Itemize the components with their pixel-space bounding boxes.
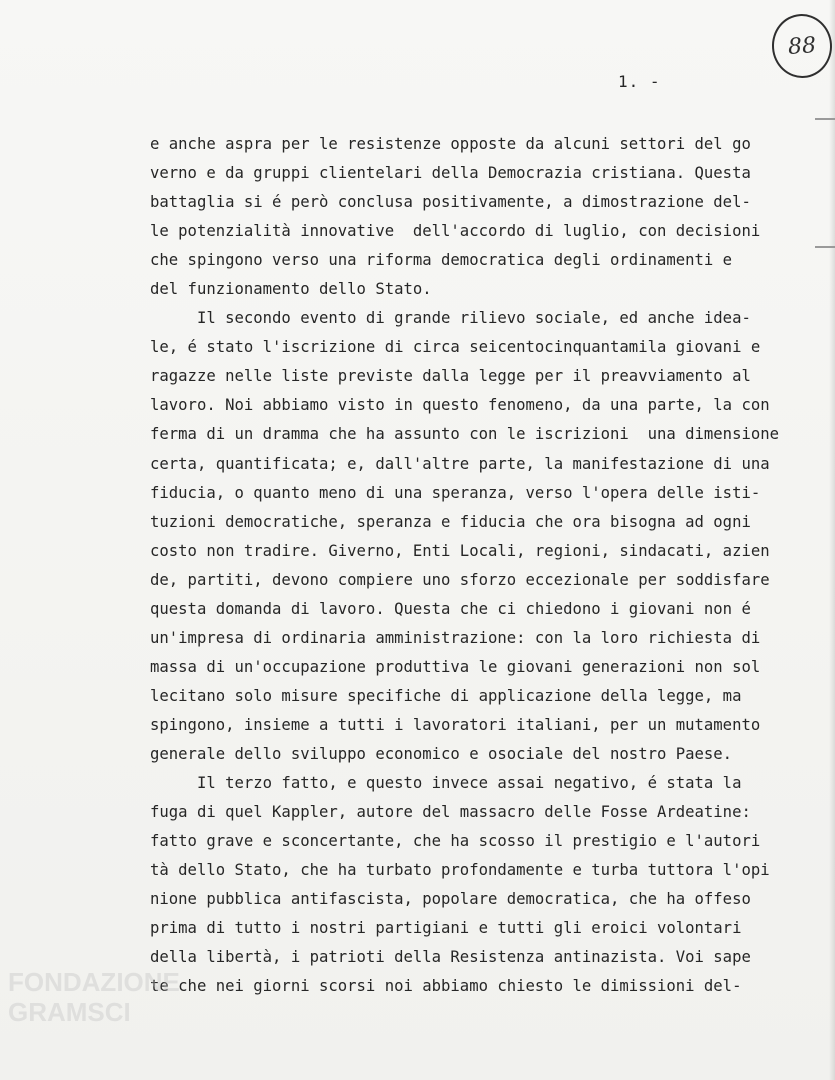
text-line: Il secondo evento di grande rilievo sociale, ed anche idea- [150, 309, 751, 328]
watermark-line: FONDAZIONE [8, 967, 180, 997]
text-line: le, é stato l'iscrizione di circa seicentocinquantamila giovani e [150, 338, 761, 357]
page-stamp [770, 12, 834, 80]
text-line: lavoro. Noi abbiamo visto in questo fenomeno, da una parte, la con [150, 396, 770, 415]
typewritten-body [150, 130, 800, 1001]
text-line: lecitano solo misure specifiche di applicazione della legge, ma [150, 686, 742, 705]
page-number: 1. - [618, 72, 661, 91]
text-line: de, partiti, devono compiere uno sforzo eccezionale per soddisfare [150, 570, 770, 589]
text-line: tuzioni democratiche, speranza e fiducia che ora bisogna ad ogni [150, 512, 751, 531]
stamp-text: 88 [787, 32, 817, 60]
text-line: spingono, insieme a tutti i lavoratori italiani, per un mutamento [150, 715, 761, 734]
watermark-line: GRAMSCI [8, 997, 131, 1027]
text-line: questa domanda di lavoro. Questa che ci chiedono i giovani non é [150, 599, 751, 618]
text-line: della libertà, i patrioti della Resistenza antinazista. Voi sape [150, 948, 751, 967]
text-line: fatto grave e sconcertante, che ha scosso il prestigio e l'autori [150, 832, 761, 851]
text-line: nione pubblica antifascista, popolare democratica, che ha offeso [150, 890, 751, 909]
text-line: fiducia, o quanto meno di una speranza, verso l'opera delle isti- [150, 483, 761, 502]
text-line: verno e da gruppi clientelari della Democrazia cristiana. Questa [150, 164, 751, 183]
text-line: un'impresa di ordinaria amministrazione: con la loro richiesta di [150, 628, 761, 647]
text-line: le potenzialità innovative dell'accordo di luglio, con decisioni [150, 222, 761, 241]
text-line: certa, quantificata; e, dall'altre parte, la manifestazione di una [150, 454, 770, 473]
text-line: ragazze nelle liste previste dalla legge per il preavviamento al [150, 367, 751, 386]
text-line: del funzionamento dello Stato. [150, 280, 432, 299]
text-line: fuga di quel Kappler, autore del massacro delle Fosse Ardeatine: [150, 803, 751, 822]
margin-mark [815, 246, 835, 248]
margin-mark [815, 118, 835, 120]
text-line: battaglia si é però conclusa positivamente, a dimostrazione del- [150, 193, 751, 212]
archive-watermark [0, 955, 228, 1077]
text-line: costo non tradire. Giverno, Enti Locali, regioni, sindacati, azien [150, 541, 770, 560]
text-line: massa di un'occupazione produttiva le giovani generazioni non sol [150, 657, 761, 676]
text-line: tà dello Stato, che ha turbato profondamente e turba tuttora l'opi [150, 861, 770, 880]
text-line: che spingono verso una riforma democratica degli ordinamenti e [150, 251, 733, 270]
text-line: ferma di un dramma che ha assunto con le iscrizioni una dimensione [150, 425, 780, 444]
text-line: prima di tutto i nostri partigiani e tutti gli eroici volontari [150, 919, 742, 938]
text-line: Il terzo fatto, e questo invece assai negativo, é stata la [150, 774, 742, 793]
text-line: te che nei giorni scorsi noi abbiamo chiesto le dimissioni del- [150, 977, 742, 996]
text-line: e anche aspra per le resistenze opposte da alcuni settori del go [150, 135, 751, 153]
text-line: generale dello sviluppo economico e osociale del nostro Paese. [150, 744, 733, 763]
page-edge-shadow [829, 0, 835, 1080]
